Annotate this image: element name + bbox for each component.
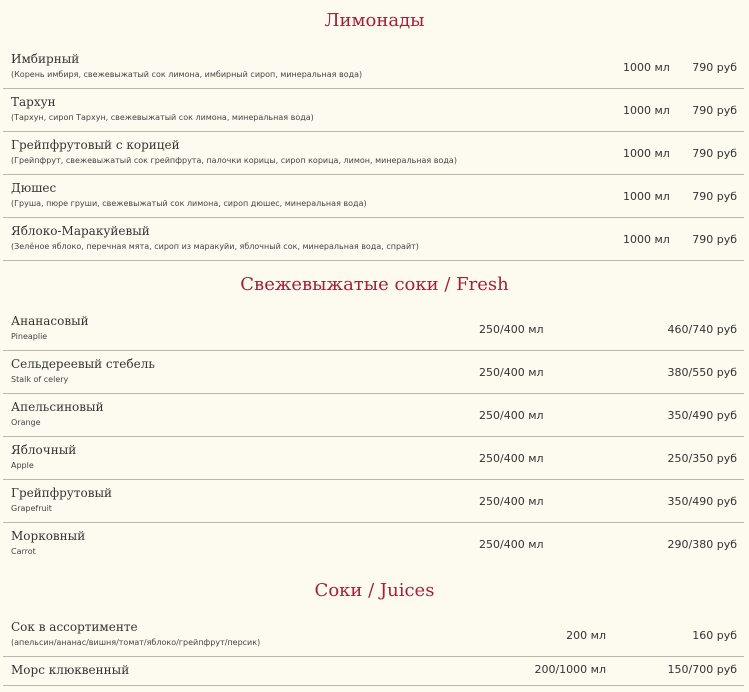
menu-row xyxy=(3,175,744,218)
menu-row xyxy=(3,394,744,437)
item-price: 350/490 руб xyxy=(667,495,737,508)
item-volume: 200 мл xyxy=(566,629,606,642)
item-volume: 250/400 мл xyxy=(479,538,544,551)
item-volume: 200/1000 мл xyxy=(534,663,606,676)
item-price: 790 руб xyxy=(692,190,737,203)
menu-row xyxy=(3,132,744,175)
item-description: (Тархун, сироп Тархун, свежевыжатый сок лимона, минеральная вода) xyxy=(11,113,314,122)
item-volume: 250/400 мл xyxy=(479,452,544,465)
item-description: Apple xyxy=(11,461,34,470)
item-name: Имбирный xyxy=(11,52,80,66)
menu-row xyxy=(3,218,744,261)
item-description: (Корень имбиря, свежевыжатый сок лимона, имбирный сироп, минеральная вода) xyxy=(11,70,363,79)
item-name: Яблоко-Маракуйевый xyxy=(11,224,150,238)
menu-row xyxy=(3,46,744,89)
item-description: Stalk of celery xyxy=(11,375,69,384)
item-name: Грейпфрутовый с корицей xyxy=(11,138,180,152)
item-name: Морс клюквенный xyxy=(11,663,130,677)
item-volume: 1000 мл xyxy=(623,190,670,203)
item-price: 790 руб xyxy=(692,147,737,160)
item-name: Сельдереевый стебель xyxy=(11,357,155,371)
item-price: 160 руб xyxy=(692,629,737,642)
item-volume: 250/400 мл xyxy=(479,323,544,336)
item-name: Апельсиновый xyxy=(11,400,104,414)
item-price: 250/350 руб xyxy=(667,452,737,465)
item-description: Pineaplie xyxy=(11,332,48,341)
item-description: Grapefruit xyxy=(11,504,52,513)
menu-row xyxy=(3,657,744,686)
item-volume: 1000 мл xyxy=(623,147,670,160)
item-volume: 1000 мл xyxy=(623,233,670,246)
item-name: Ананасовый xyxy=(11,314,89,328)
item-price: 150/700 руб xyxy=(667,663,737,676)
item-price: 350/490 руб xyxy=(667,409,737,422)
item-name: Грейпфрутовый xyxy=(11,486,113,500)
item-description: Carrot xyxy=(11,547,36,556)
section-title-fresh: Свежевыжатые соки / Fresh xyxy=(240,274,509,295)
item-description: (апельсин/ананас/вишня/томат/яблоко/грейпфрут/персик) xyxy=(11,638,261,647)
item-description: Orange xyxy=(11,418,41,427)
item-price: 790 руб xyxy=(692,61,737,74)
item-volume: 250/400 мл xyxy=(479,409,544,422)
item-price: 380/550 руб xyxy=(667,366,737,379)
item-price: 790 руб xyxy=(692,104,737,117)
item-name: Сок в ассортименте xyxy=(11,620,138,634)
item-price: 290/380 руб xyxy=(667,538,737,551)
menu-row xyxy=(3,523,744,565)
menu-row xyxy=(3,351,744,394)
menu-row xyxy=(3,480,744,523)
item-price: 790 руб xyxy=(692,233,737,246)
item-volume: 250/400 мл xyxy=(479,495,544,508)
item-price: 460/740 руб xyxy=(667,323,737,336)
menu-row xyxy=(3,614,744,657)
item-name: Морковный xyxy=(11,529,86,543)
section-title-juices: Соки / Juices xyxy=(314,580,435,601)
menu-row xyxy=(3,308,744,351)
item-description: (Груша, пюре груши, свежевыжатый сок лимона, сироп дюшес, минеральная вода) xyxy=(11,199,367,208)
menu-row xyxy=(3,89,744,132)
item-name: Дюшес xyxy=(11,181,57,195)
item-description: (Зелёное яблоко, перечная мята, сироп из маракуйи, яблочный сок, минеральная вода, спрайт) xyxy=(11,242,419,251)
item-volume: 1000 мл xyxy=(623,61,670,74)
menu-row xyxy=(3,437,744,480)
item-volume: 1000 мл xyxy=(623,104,670,117)
item-volume: 250/400 мл xyxy=(479,366,544,379)
item-description: (Грейпфрут, свежевыжатый сок грейпфрута, палочки корицы, сироп корица, лимон, минеральная вода) xyxy=(11,156,457,165)
section-title-lemonades: Лимонады xyxy=(324,10,425,31)
item-name: Яблочный xyxy=(11,443,77,457)
item-name: Тархун xyxy=(11,95,56,109)
